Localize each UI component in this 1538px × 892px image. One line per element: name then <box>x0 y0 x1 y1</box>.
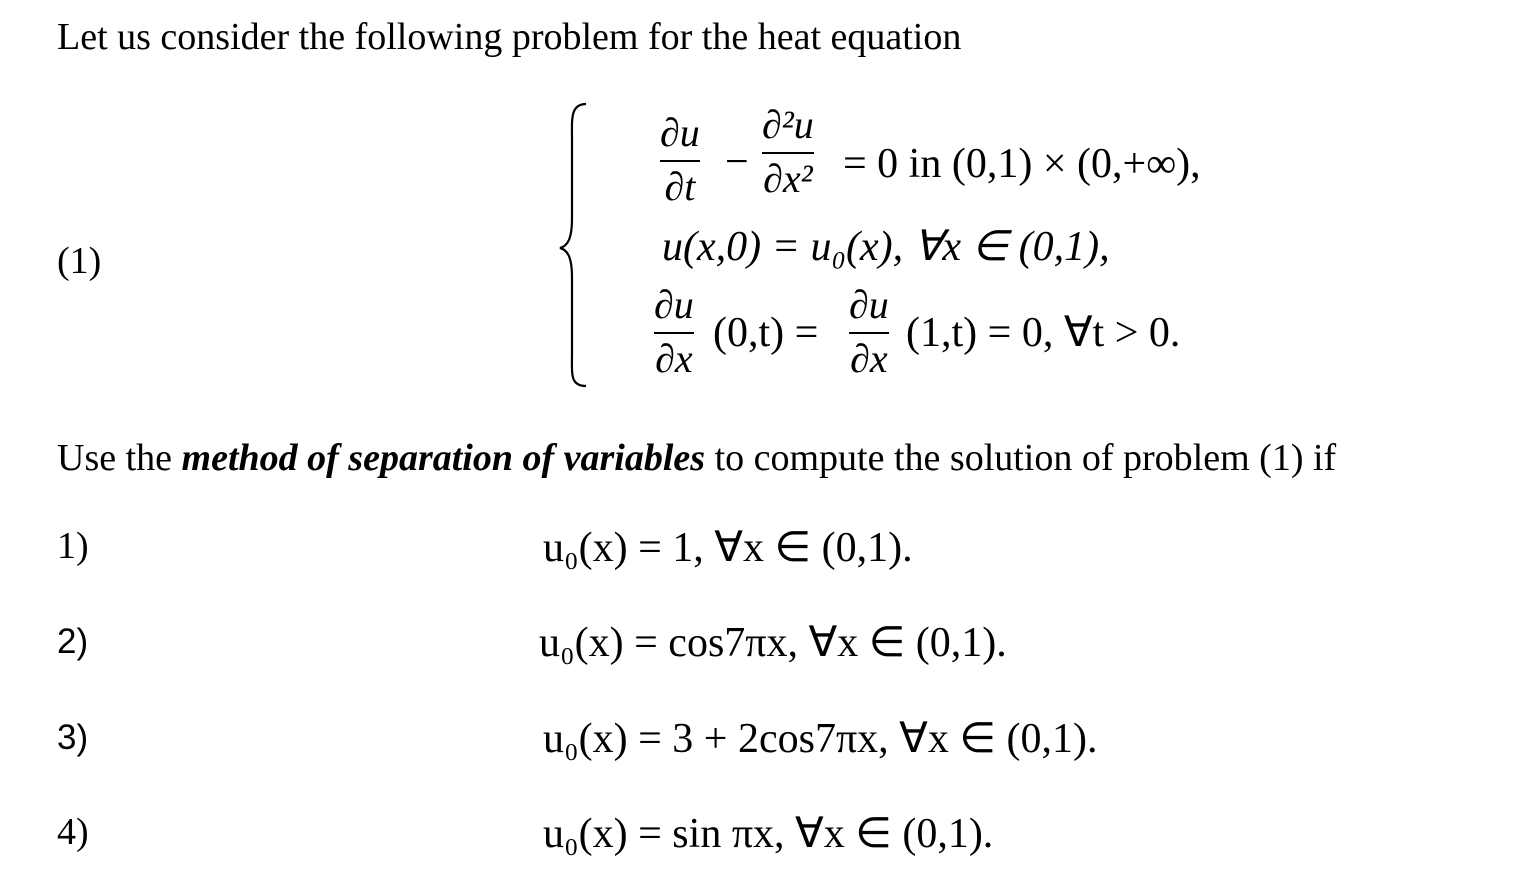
eq3-left-derivative <box>654 284 694 380</box>
fraction-bar <box>849 332 889 334</box>
eq3-mid: (0,t) = <box>713 310 819 356</box>
item-4-label: 4) <box>57 811 89 853</box>
fraction-bar <box>654 332 694 334</box>
eq3-rest: (1,t) = 0, ∀t > 0. <box>906 310 1181 356</box>
eq3-dudx-denominator: ∂x <box>655 336 693 381</box>
item-4-formula: u₀(x) = sin πx, ∀x ∈ (0,1). <box>543 811 994 857</box>
eq3-right-derivative <box>849 284 889 380</box>
item-1-formula: u₀(x) = 1, ∀x ∈ (0,1). <box>543 525 913 571</box>
item-2-label: 2) <box>57 622 89 661</box>
eq2-initial-condition: u(x,0) = u₀(x), ∀x ∈ (0,1), <box>662 224 1110 270</box>
eq1-dudt-denominator: ∂t <box>664 164 696 209</box>
item-3-label: 3) <box>57 718 89 757</box>
fraction-bar <box>762 152 814 154</box>
eq1-d2u-denominator: ∂x² <box>763 156 813 201</box>
system-brace <box>556 100 592 390</box>
instruction-text <box>57 439 1336 477</box>
item-2-formula: u₀(x) = cos7πx, ∀x ∈ (0,1). <box>539 620 1007 666</box>
eq3-dudx-numerator: ∂u <box>654 282 694 327</box>
item-3-formula: u₀(x) = 3 + 2cos7πx, ∀x ∈ (0,1). <box>543 716 1098 762</box>
instruction-suffix: to compute the solution of problem (1) if <box>705 437 1337 479</box>
fraction-bar <box>660 160 700 162</box>
eq3-dudx-numerator-right: ∂u <box>849 282 889 327</box>
instruction-prefix: Use the <box>57 437 182 479</box>
eq1-d2u-numerator: ∂²u <box>762 102 814 147</box>
item-1-label: 1) <box>57 525 89 567</box>
eq1-second-derivative <box>762 104 814 200</box>
eq1-minus: − <box>725 139 749 185</box>
instruction-emphasis: method of separation of variables <box>181 437 706 479</box>
problem-label: (1) <box>57 240 102 282</box>
eq1-dudt-numerator: ∂u <box>660 110 700 155</box>
eq1-time-derivative <box>660 112 700 208</box>
eq3-dudx-denominator-right: ∂x <box>850 336 888 381</box>
intro-text: Let us consider the following problem for the heat equation <box>57 16 962 58</box>
eq1-rest: = 0 in (0,1) × (0,+∞), <box>843 141 1201 187</box>
